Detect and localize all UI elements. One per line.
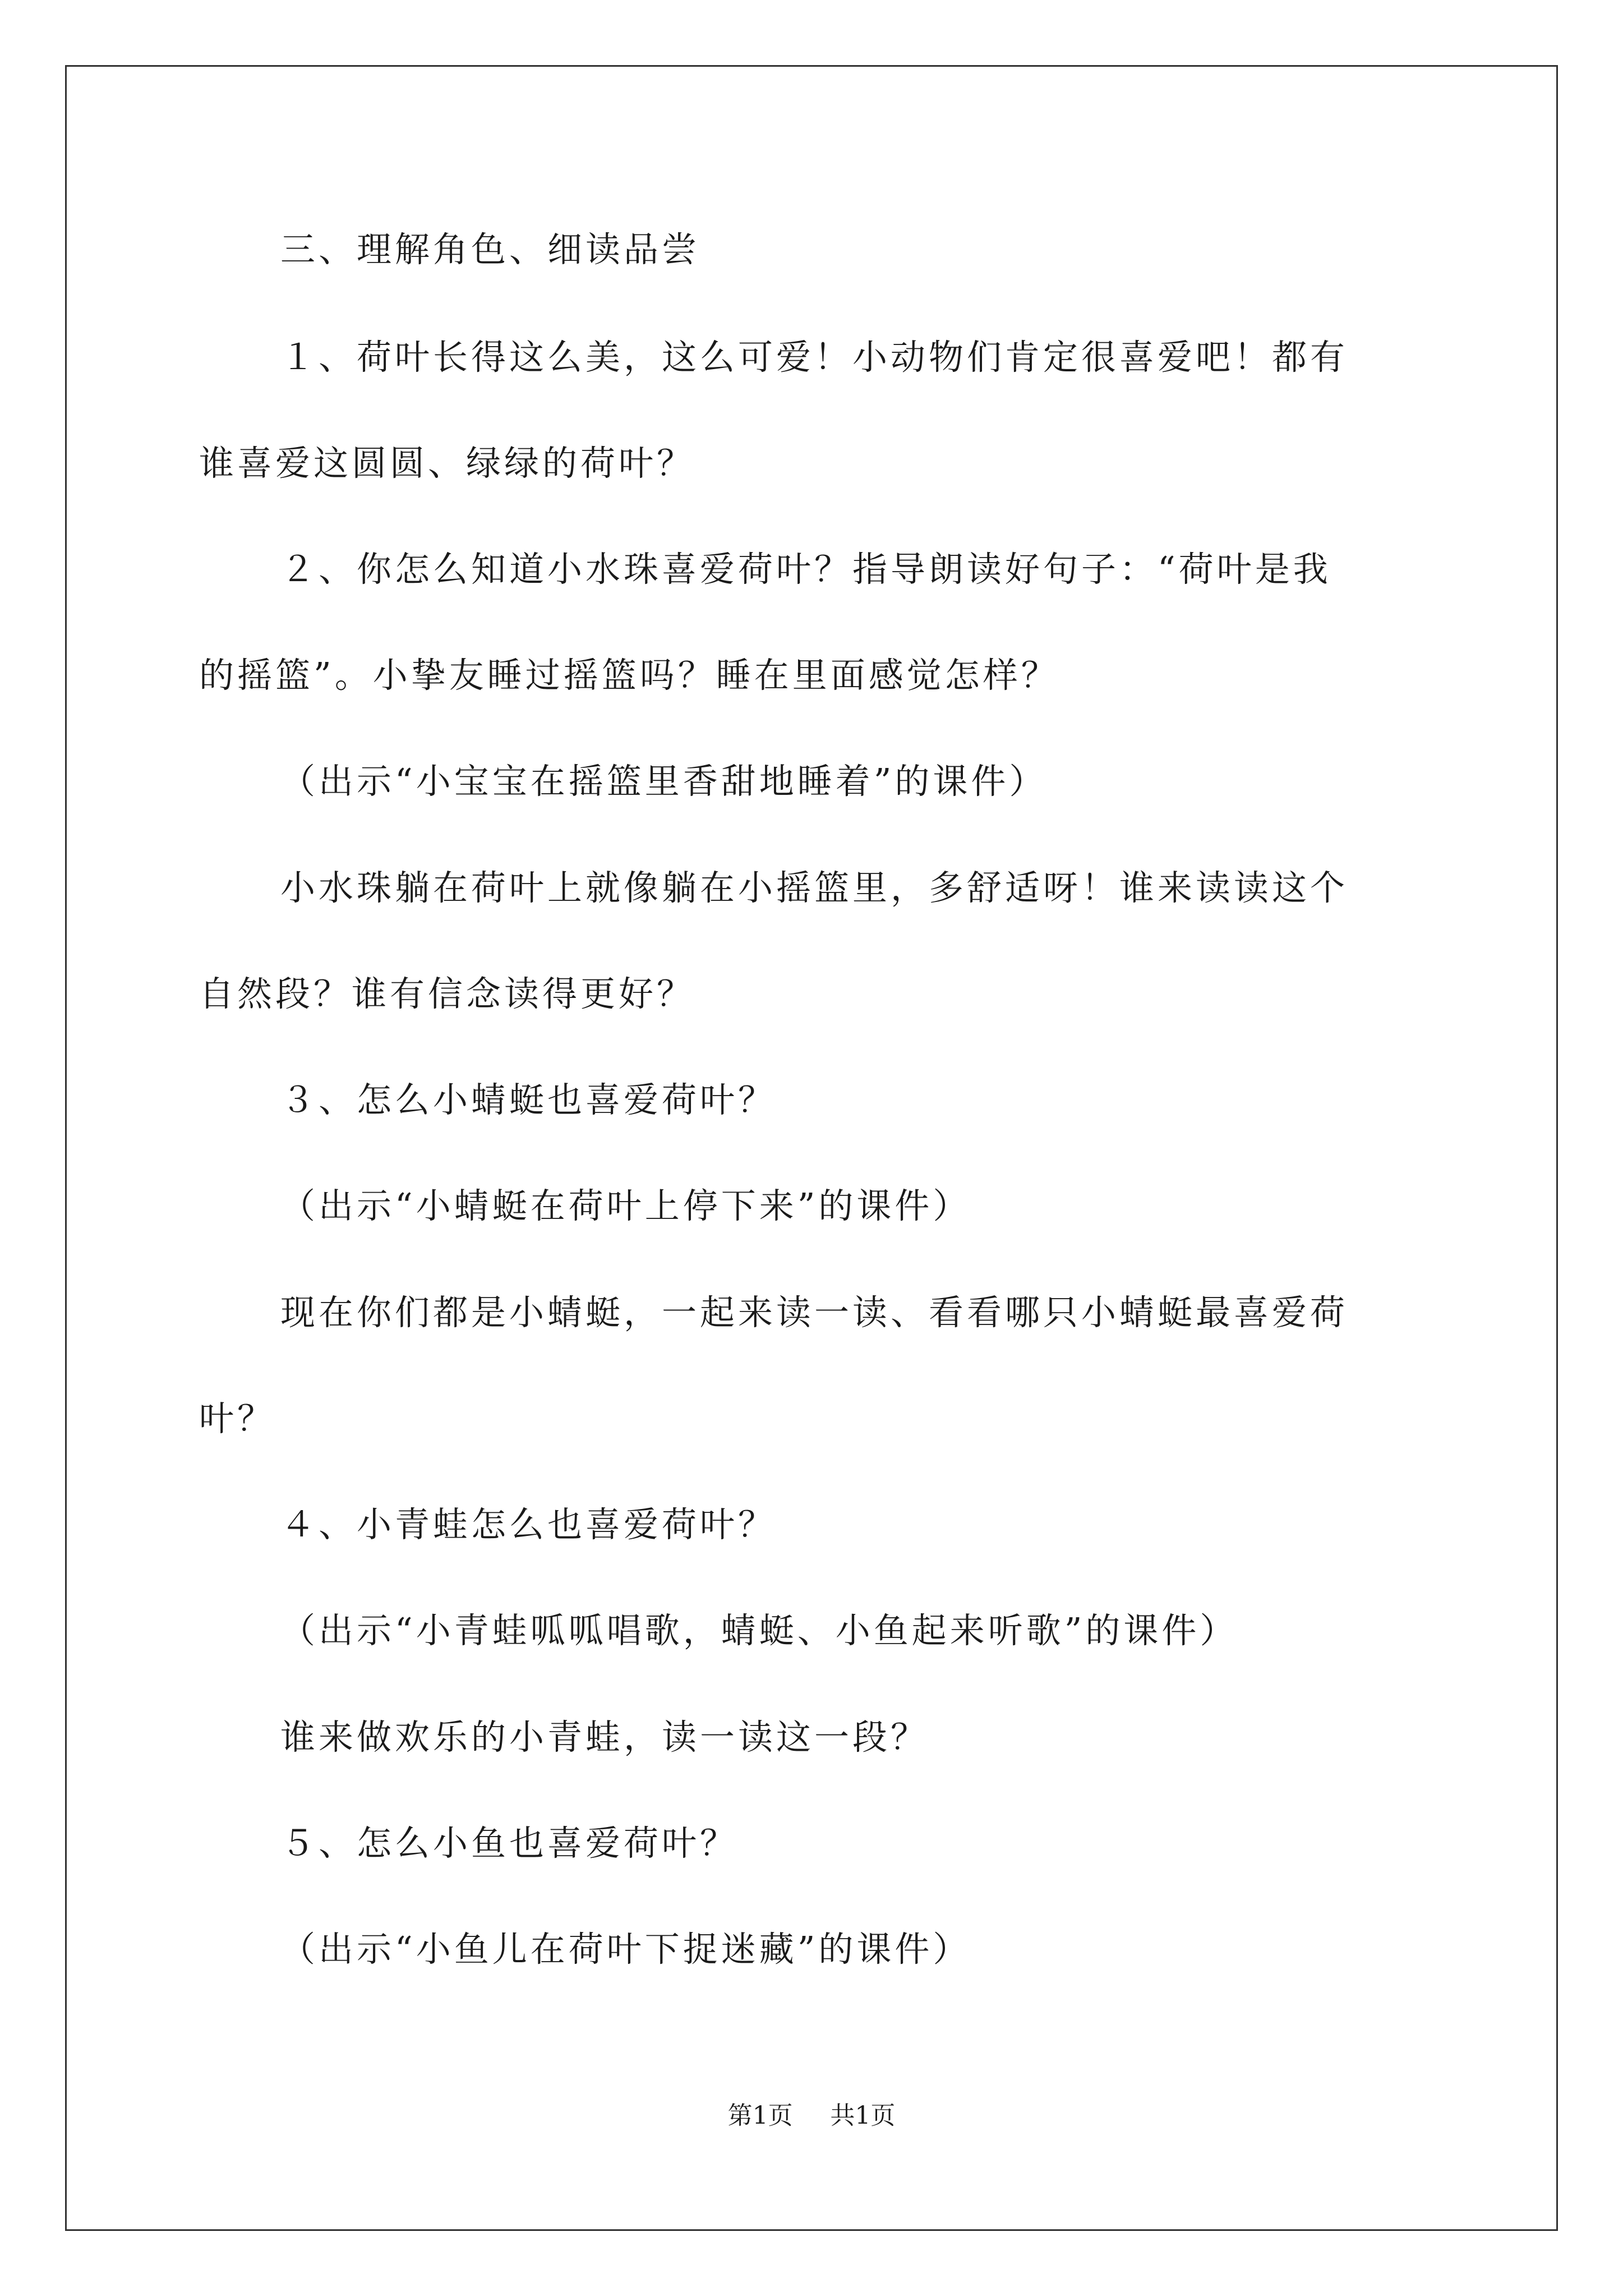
paragraph-line: （出示“小宝宝在摇篮里香甜地睡着”的课件） — [280, 761, 1048, 802]
paragraph-line: （出示“小蜻蜓在荷叶上停下来”的课件） — [280, 1185, 971, 1226]
paragraph-line: 自然段？谁有信念读得更好？ — [199, 973, 695, 1014]
paragraph-line: 叶？ — [199, 1398, 276, 1439]
page-border — [65, 65, 1558, 2231]
section-heading: 三、理解角色、细读品尝 — [280, 229, 700, 270]
paragraph-line: （出示“小青蛙呱呱唱歌，蜻蜓、小鱼起来听歌”的课件） — [280, 1610, 1238, 1651]
paragraph-line: （出示“小鱼儿在荷叶下捉迷藏”的课件） — [280, 1929, 971, 1970]
page-footer — [0, 2099, 1623, 2133]
page-number: 第1页 — [727, 2101, 793, 2130]
paragraph-line: 谁喜爱这圆圆、绿绿的荷叶？ — [199, 443, 695, 484]
paragraph-line: ３、怎么小蜻蜓也喜爱荷叶？ — [280, 1079, 777, 1120]
paragraph-line: 谁来做欢乐的小青蛙，读一读这一段？ — [280, 1717, 929, 1757]
paragraph-line: 现在你们都是小蜻蜓，一起来读一读、看看哪只小蜻蜓最喜爱荷 — [280, 1292, 1349, 1333]
page-total: 共1页 — [830, 2101, 896, 2130]
paragraph-line: １、荷叶长得这么美，这么可爱！小动物们肯定很喜爱吧！都有 — [280, 337, 1349, 378]
paragraph-line: ５、怎么小鱼也喜爱荷叶？ — [280, 1823, 739, 1864]
paragraph-line: 的摇篮”。小挚友睡过摇篮吗？睡在里面感觉怎样？ — [199, 655, 1059, 696]
paragraph-line: ２、你怎么知道小水珠喜爱荷叶？指导朗读好句子：“荷叶是我 — [280, 549, 1331, 590]
paragraph-line: 小水珠躺在荷叶上就像躺在小摇篮里，多舒适呀！谁来读读这个 — [280, 867, 1349, 908]
paragraph-line: ４、小青蛙怎么也喜爱荷叶？ — [280, 1504, 777, 1545]
